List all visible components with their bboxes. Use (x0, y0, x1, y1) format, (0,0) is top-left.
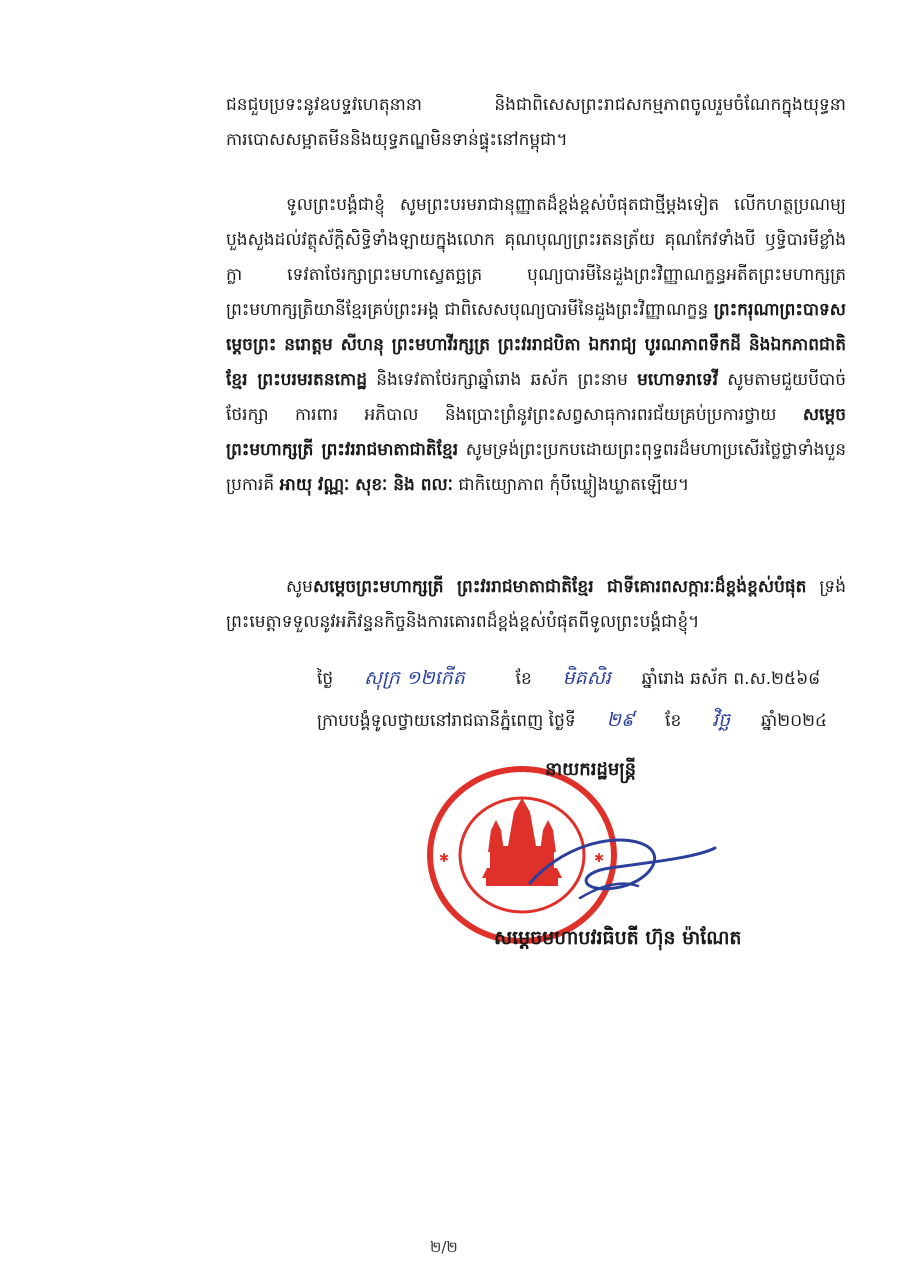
handwritten-lunar-day: សុក្រ ១២កើត (364, 667, 465, 689)
paragraph-closing (226, 570, 846, 640)
paragraph-continuation-text: ជនជួបប្រទះនូវឧបទ្ទវហេតុនានា និងជាពិសេសព្រះរាជសកម្មភាពចូលរួមចំណែកក្នុងយុទ្ធនាការបោសសម្អាតមីននិងយុទ្ធភណ្ឌមិនទាន់ផ្ទុះនៅកម្ពុជា។ (226, 95, 846, 150)
paragraph-continuation (226, 88, 846, 158)
blessing-text-3: សូមតាមជួយបីបាច់ថែរក្សា ការពារ អភិបាល និងប្រោះព្រំនូវព្រះសព្វសាធុការពរជ័យគ្រប់ប្រការថ្វាយ (226, 370, 847, 425)
blessing-text-1: ទូលព្រះបង្គំជាខ្ញុំ សូមព្រះបរមរាជានុញ្ញាតដ៏ខ្ពង់ខ្ពស់បំផុតជាថ្មីម្តងទៀត លើកហត្ថប្រណម្យបួងសួងដល់វត្ថុស័ក្តិសិទ្ធិទាំងឡាយក្នុងលោក គុណបុណ្យព្រះរតនត្រ័យ គុណកែវទាំងបី ឫទ្ធិបារមីខ្លាំងក្លា ទេវតាថែរក្សាព្រះមហាស្វេតច្ឆត្រ បុណ្យបារមីនៃដួងព្រះវិញ្ញាណក្ខន្ធអតីតព្រះមហាក្សត្រ ព្រះមហាក្សត្រិយានីខ្មែរគ្រប់ព្រះអង្គ ជាពិសេសបុណ្យបារមីនៃដួងព្រះវិញ្ញាណក្ខន្ធ (226, 195, 846, 320)
handwritten-lunar-month: មិគសិរ (562, 667, 611, 689)
blessing-text-5: ជាកិយ្យោភាព កុំបីឃ្លៀងឃ្លាតឡើយ។ (452, 475, 690, 495)
signature-mark (520, 828, 720, 908)
svg-text:✱: ✱ (439, 851, 450, 865)
blessing-bold-deity: មហោទរាទេវី (637, 370, 719, 390)
closing-text-1: សូម (286, 577, 313, 597)
blessing-text-2: និងទេវតាថែរក្សាឆ្នាំរោង ឆស័ក ព្រះនាម (367, 370, 638, 390)
month-label: ខែ (515, 669, 532, 689)
place-month-label: ខែ (665, 711, 682, 731)
lunar-date-line (317, 666, 820, 694)
day-label: ថ្ងៃ (317, 669, 334, 689)
closing-text-2: ទ្រង់ព្រះមេត្តាទទួលនូវអភិវន្ទនកិច្ចនិងការគោរពដ៏ខ្ពង់ខ្ពស់បំផុតពីទូលព្រះបង្គំជាខ្ញុំ។ (226, 577, 846, 632)
handwritten-month: វិច្ឆ (712, 709, 731, 731)
signer-title: នាយករដ្ឋមន្ត្រី (545, 759, 637, 780)
paragraph-blessing (226, 188, 846, 503)
blessing-bold-king-father: ព្រះករុណាព្រះបាទសម្តេចព្រះ នរោត្តម សីហនុ ព្រះមហាវីរក្សត្រ ព្រះវររាជបិតា ឯករាជ្យ បូរណភាពទឹកដី និងឯកភាពជាតិខ្មែរ ព្រះបរមរតនកោដ្ឋ (226, 300, 846, 390)
closing-bold-queen-mother: សម្តេចព្រះមហាក្សត្រី ព្រះវររាជមាតាជាតិខ្មែរ ជាទីគោរពសក្ការៈដ៏ខ្ពង់ខ្ពស់បំផុត (312, 577, 807, 597)
place-date-line (317, 708, 827, 736)
place-year-text: ឆ្នាំ២០២៤ (761, 711, 828, 731)
signer-name: សម្តេចមហាបវរធិបតី ហ៊ុន ម៉ាណែត (494, 927, 742, 949)
blessing-bold-four-blessings: អាយុ វណ្ណៈ សុខៈ និង ពលៈ (279, 475, 453, 495)
blessing-bold-queen-mother: សម្តេចព្រះមហាក្សត្រី ព្រះវររាជមាតាជាតិខ្មែរ (226, 405, 846, 460)
handwritten-day: ២៩ (606, 709, 635, 731)
lunar-year-text: ឆ្នាំរោង ឆស័ក ព.ស.២៥៦៨ (641, 669, 821, 689)
blessing-text-4: សូមទ្រង់ព្រះប្រកបដោយព្រះពុទ្ធពរដ៏មហាប្រសើរថ្លៃថ្លាទាំងបួនប្រការគឺ (226, 440, 846, 495)
svg-text:✱: ✱ (594, 851, 605, 865)
page-number: ២/២ (430, 1238, 458, 1256)
place-prefix: ក្រាបបង្គំទូលថ្វាយនៅរាជធានីភ្នំពេញ ថ្ងៃទី (317, 711, 576, 731)
